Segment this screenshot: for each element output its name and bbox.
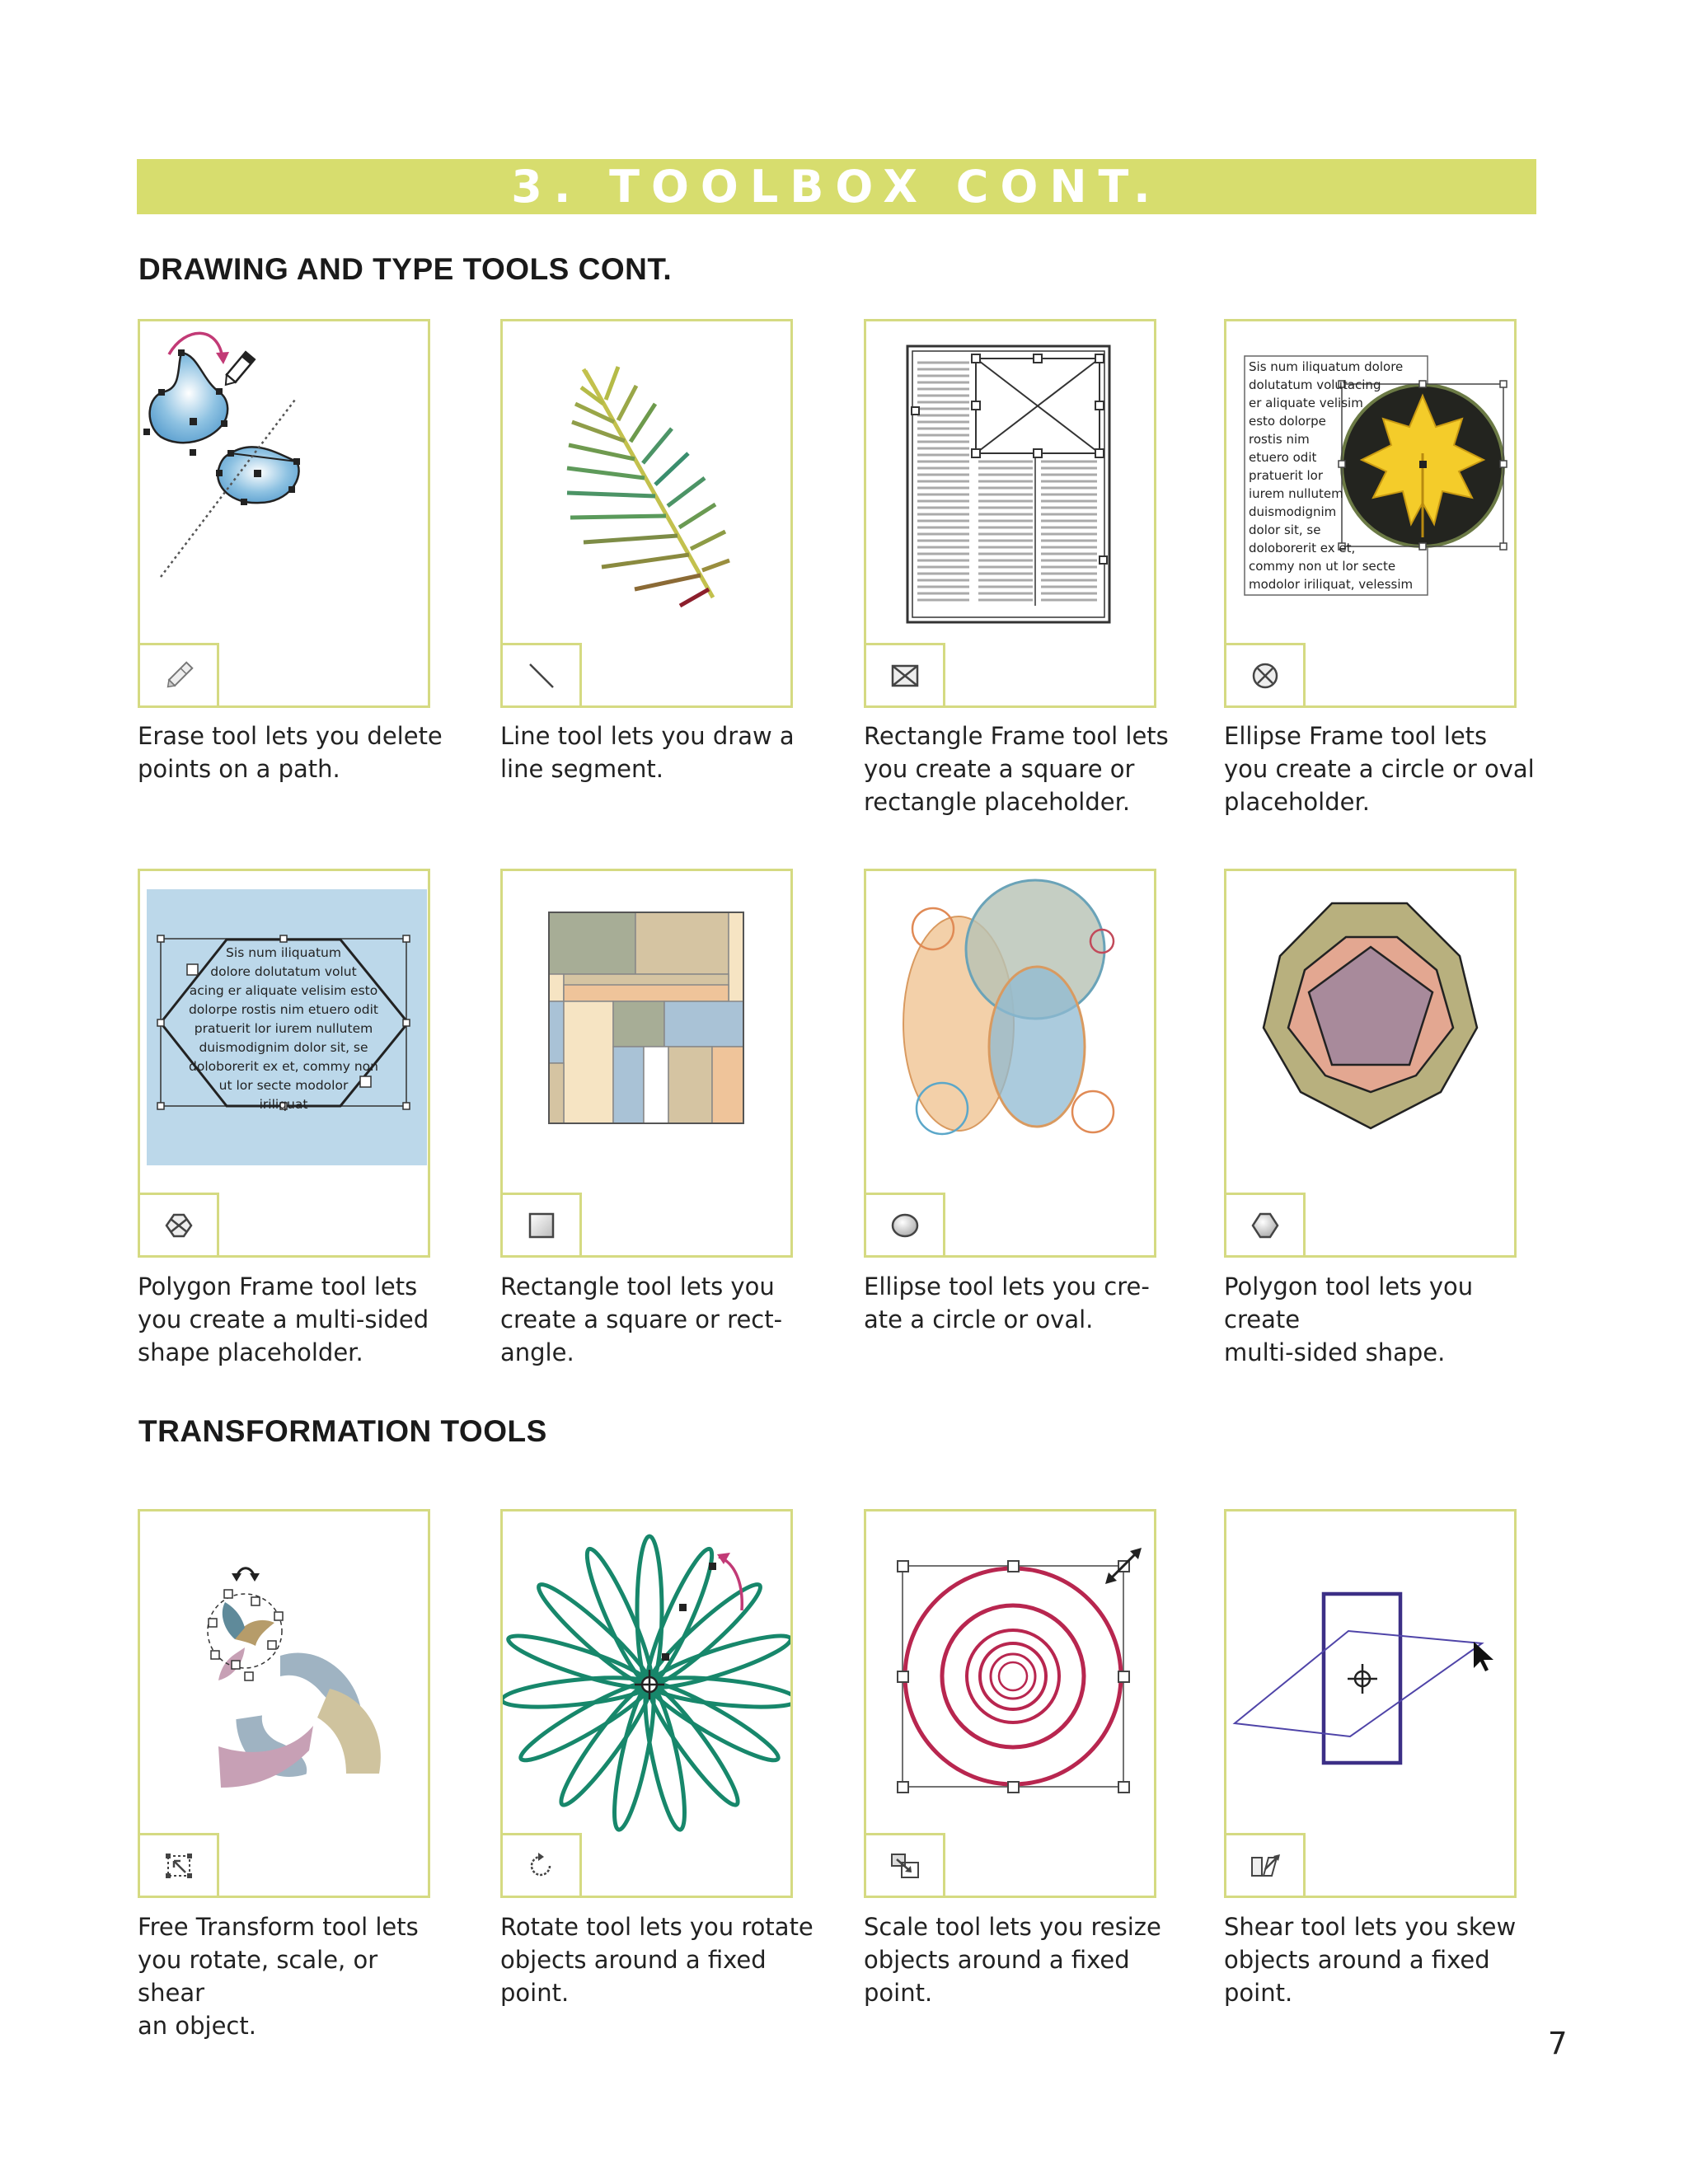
rotate-tool-tab bbox=[500, 1833, 582, 1898]
caption-line: Rotate tool lets you rotate bbox=[500, 1913, 814, 1941]
scale-tool-caption bbox=[864, 1910, 1177, 2009]
polygon-icon bbox=[1247, 1207, 1283, 1244]
sample-text-line: ut lor secte modolor bbox=[218, 1078, 349, 1093]
rotate-tool-caption bbox=[500, 1910, 814, 2009]
caption-line: placeholder. bbox=[1224, 788, 1370, 816]
sample-text-line: duismodignim bbox=[1249, 504, 1337, 519]
erase-tool-caption bbox=[138, 719, 451, 785]
caption-line: you create a circle or oval bbox=[1224, 755, 1535, 783]
ellipse-frame-icon bbox=[1247, 658, 1283, 694]
sample-text-line: rostis nim bbox=[1249, 432, 1310, 447]
polygon-frame-tool-caption bbox=[138, 1270, 451, 1369]
polygon-frame-tool-card bbox=[138, 869, 430, 1258]
line-tool-tab bbox=[500, 643, 582, 708]
ellipse-frame-tool-caption bbox=[1224, 719, 1537, 818]
caption-line: Ellipse tool lets you cre- bbox=[864, 1272, 1150, 1301]
line-tool-card bbox=[500, 319, 793, 708]
ellipse-tool-card bbox=[864, 869, 1156, 1258]
sample-text-line: acing er aliquate velisim esto bbox=[189, 983, 378, 998]
banner-title: 3. TOOLBOX CONT. bbox=[511, 160, 1162, 213]
scale-tool-card bbox=[864, 1509, 1156, 1898]
caption-line: line segment. bbox=[500, 755, 663, 783]
sample-text-line: modolor iriliquat, velessim bbox=[1249, 577, 1414, 592]
caption-line: you create a multi-sided bbox=[138, 1305, 429, 1333]
caption-line: ate a circle or oval. bbox=[864, 1305, 1094, 1333]
free-transform-icon bbox=[161, 1848, 197, 1884]
ellipse-frame-tool-tab bbox=[1224, 643, 1306, 708]
caption-line: objects around a fixed bbox=[864, 1946, 1130, 1974]
caption-line: Polygon Frame tool lets bbox=[138, 1272, 418, 1301]
caption-line: you create a square or bbox=[864, 755, 1135, 783]
sample-text-line: iurem nullutem bbox=[1249, 486, 1343, 501]
sample-text-line: dolor sit, se bbox=[1249, 523, 1321, 537]
rectangle-tool-caption bbox=[500, 1270, 814, 1369]
caption-line: multi-sided shape. bbox=[1224, 1338, 1446, 1366]
erase-icon bbox=[161, 658, 197, 694]
caption-line: point. bbox=[1224, 1979, 1293, 2007]
caption-line: Shear tool lets you skew bbox=[1224, 1913, 1517, 1941]
ellipse-frame-tool-card bbox=[1224, 319, 1517, 708]
ellipse-tool-tab bbox=[864, 1193, 945, 1258]
caption-line: Rectangle Frame tool lets bbox=[864, 722, 1169, 750]
free-transform-tool-tab bbox=[138, 1833, 219, 1898]
sample-text-line: dolutatum volutacing bbox=[1249, 377, 1381, 392]
sample-text-line: doloborerit ex et, commy non bbox=[189, 1059, 378, 1074]
caption-line: point. bbox=[500, 1979, 570, 2007]
sample-text-line: etuero odit bbox=[1249, 450, 1317, 465]
caption-line: point. bbox=[864, 1979, 933, 2007]
polygon-tool-card bbox=[1224, 869, 1517, 1258]
section-banner bbox=[137, 159, 1536, 214]
rectangle-frame-tool-card bbox=[864, 319, 1156, 708]
sample-text-line: Sis num iliquatum bbox=[226, 945, 341, 960]
caption-line: Rectangle tool lets you bbox=[500, 1272, 775, 1301]
caption-line: objects around a fixed bbox=[1224, 1946, 1490, 1974]
sample-text-line: iriliquat bbox=[259, 1097, 308, 1112]
erase-tool-tab bbox=[138, 643, 219, 708]
rectangle-icon bbox=[523, 1207, 560, 1244]
caption-line: an object. bbox=[138, 2012, 256, 2040]
ellipse-tool-caption bbox=[864, 1270, 1177, 1336]
caption-line: Polygon tool lets you create bbox=[1224, 1272, 1474, 1333]
sample-text-line: duismodignim dolor sit, se bbox=[199, 1040, 368, 1055]
scale-icon bbox=[887, 1848, 923, 1884]
ellipse-icon bbox=[887, 1207, 923, 1244]
caption-line: objects around a fixed bbox=[500, 1946, 767, 1974]
caption-line: angle. bbox=[500, 1338, 574, 1366]
caption-line: Line tool lets you draw a bbox=[500, 722, 795, 750]
line-icon bbox=[523, 658, 560, 694]
caption-line: you rotate, scale, or shear bbox=[138, 1946, 378, 2007]
polygon-frame-icon bbox=[161, 1207, 197, 1244]
sample-text-line: esto dolorpe bbox=[1249, 414, 1326, 429]
caption-line: Erase tool lets you delete bbox=[138, 722, 443, 750]
free-transform-tool-caption bbox=[138, 1910, 451, 2042]
caption-line: Free Transform tool lets bbox=[138, 1913, 419, 1941]
free-transform-tool-card bbox=[138, 1509, 430, 1898]
shear-tool-caption bbox=[1224, 1910, 1537, 2009]
shear-icon bbox=[1247, 1848, 1283, 1884]
rectangle-frame-icon bbox=[887, 658, 923, 694]
rectangle-tool-tab bbox=[500, 1193, 582, 1258]
shear-tool-tab bbox=[1224, 1833, 1306, 1898]
erase-tool-card bbox=[138, 319, 430, 708]
sample-text-line: dolorpe rostis nim etuero odit bbox=[188, 1002, 379, 1017]
caption-line: points on a path. bbox=[138, 755, 340, 783]
scale-tool-tab bbox=[864, 1833, 945, 1898]
section-heading-drawing-tools: DRAWING AND TYPE TOOLS CONT. bbox=[138, 252, 673, 286]
rectangle-tool-card bbox=[500, 869, 793, 1258]
section-heading-transformation-tools: TRANSFORMATION TOOLS bbox=[138, 1414, 547, 1448]
caption-line: shape placeholder. bbox=[138, 1338, 363, 1366]
caption-line: rectangle placeholder. bbox=[864, 788, 1131, 816]
sample-text-line: dolore dolutatum volut bbox=[210, 964, 357, 979]
polygon-frame-tool-tab bbox=[138, 1193, 219, 1258]
sample-text-line: Sis num iliquatum dolore bbox=[1249, 359, 1404, 374]
rectangle-frame-tool-caption bbox=[864, 719, 1177, 818]
shear-tool-card bbox=[1224, 1509, 1517, 1898]
caption-line: create a square or rect- bbox=[500, 1305, 783, 1333]
caption-line: Ellipse Frame tool lets bbox=[1224, 722, 1488, 750]
sample-text-line: commy non ut lor secte bbox=[1249, 559, 1396, 574]
line-tool-caption bbox=[500, 719, 814, 785]
page-number: 7 bbox=[1548, 2026, 1568, 2061]
rectangle-frame-tool-tab bbox=[864, 643, 945, 708]
caption-line: Scale tool lets you resize bbox=[864, 1913, 1161, 1941]
sample-text-line: pratuerit lor bbox=[1249, 468, 1323, 483]
sample-text-line: er aliquate velisim bbox=[1249, 396, 1363, 410]
rotate-icon bbox=[523, 1848, 560, 1884]
rotate-tool-card bbox=[500, 1509, 793, 1898]
polygon-tool-caption bbox=[1224, 1270, 1537, 1369]
sample-text-line: doloborerit ex et, bbox=[1249, 541, 1356, 555]
sample-text-line: pratuerit lor iurem nullutem bbox=[194, 1021, 373, 1036]
polygon-tool-tab bbox=[1224, 1193, 1306, 1258]
